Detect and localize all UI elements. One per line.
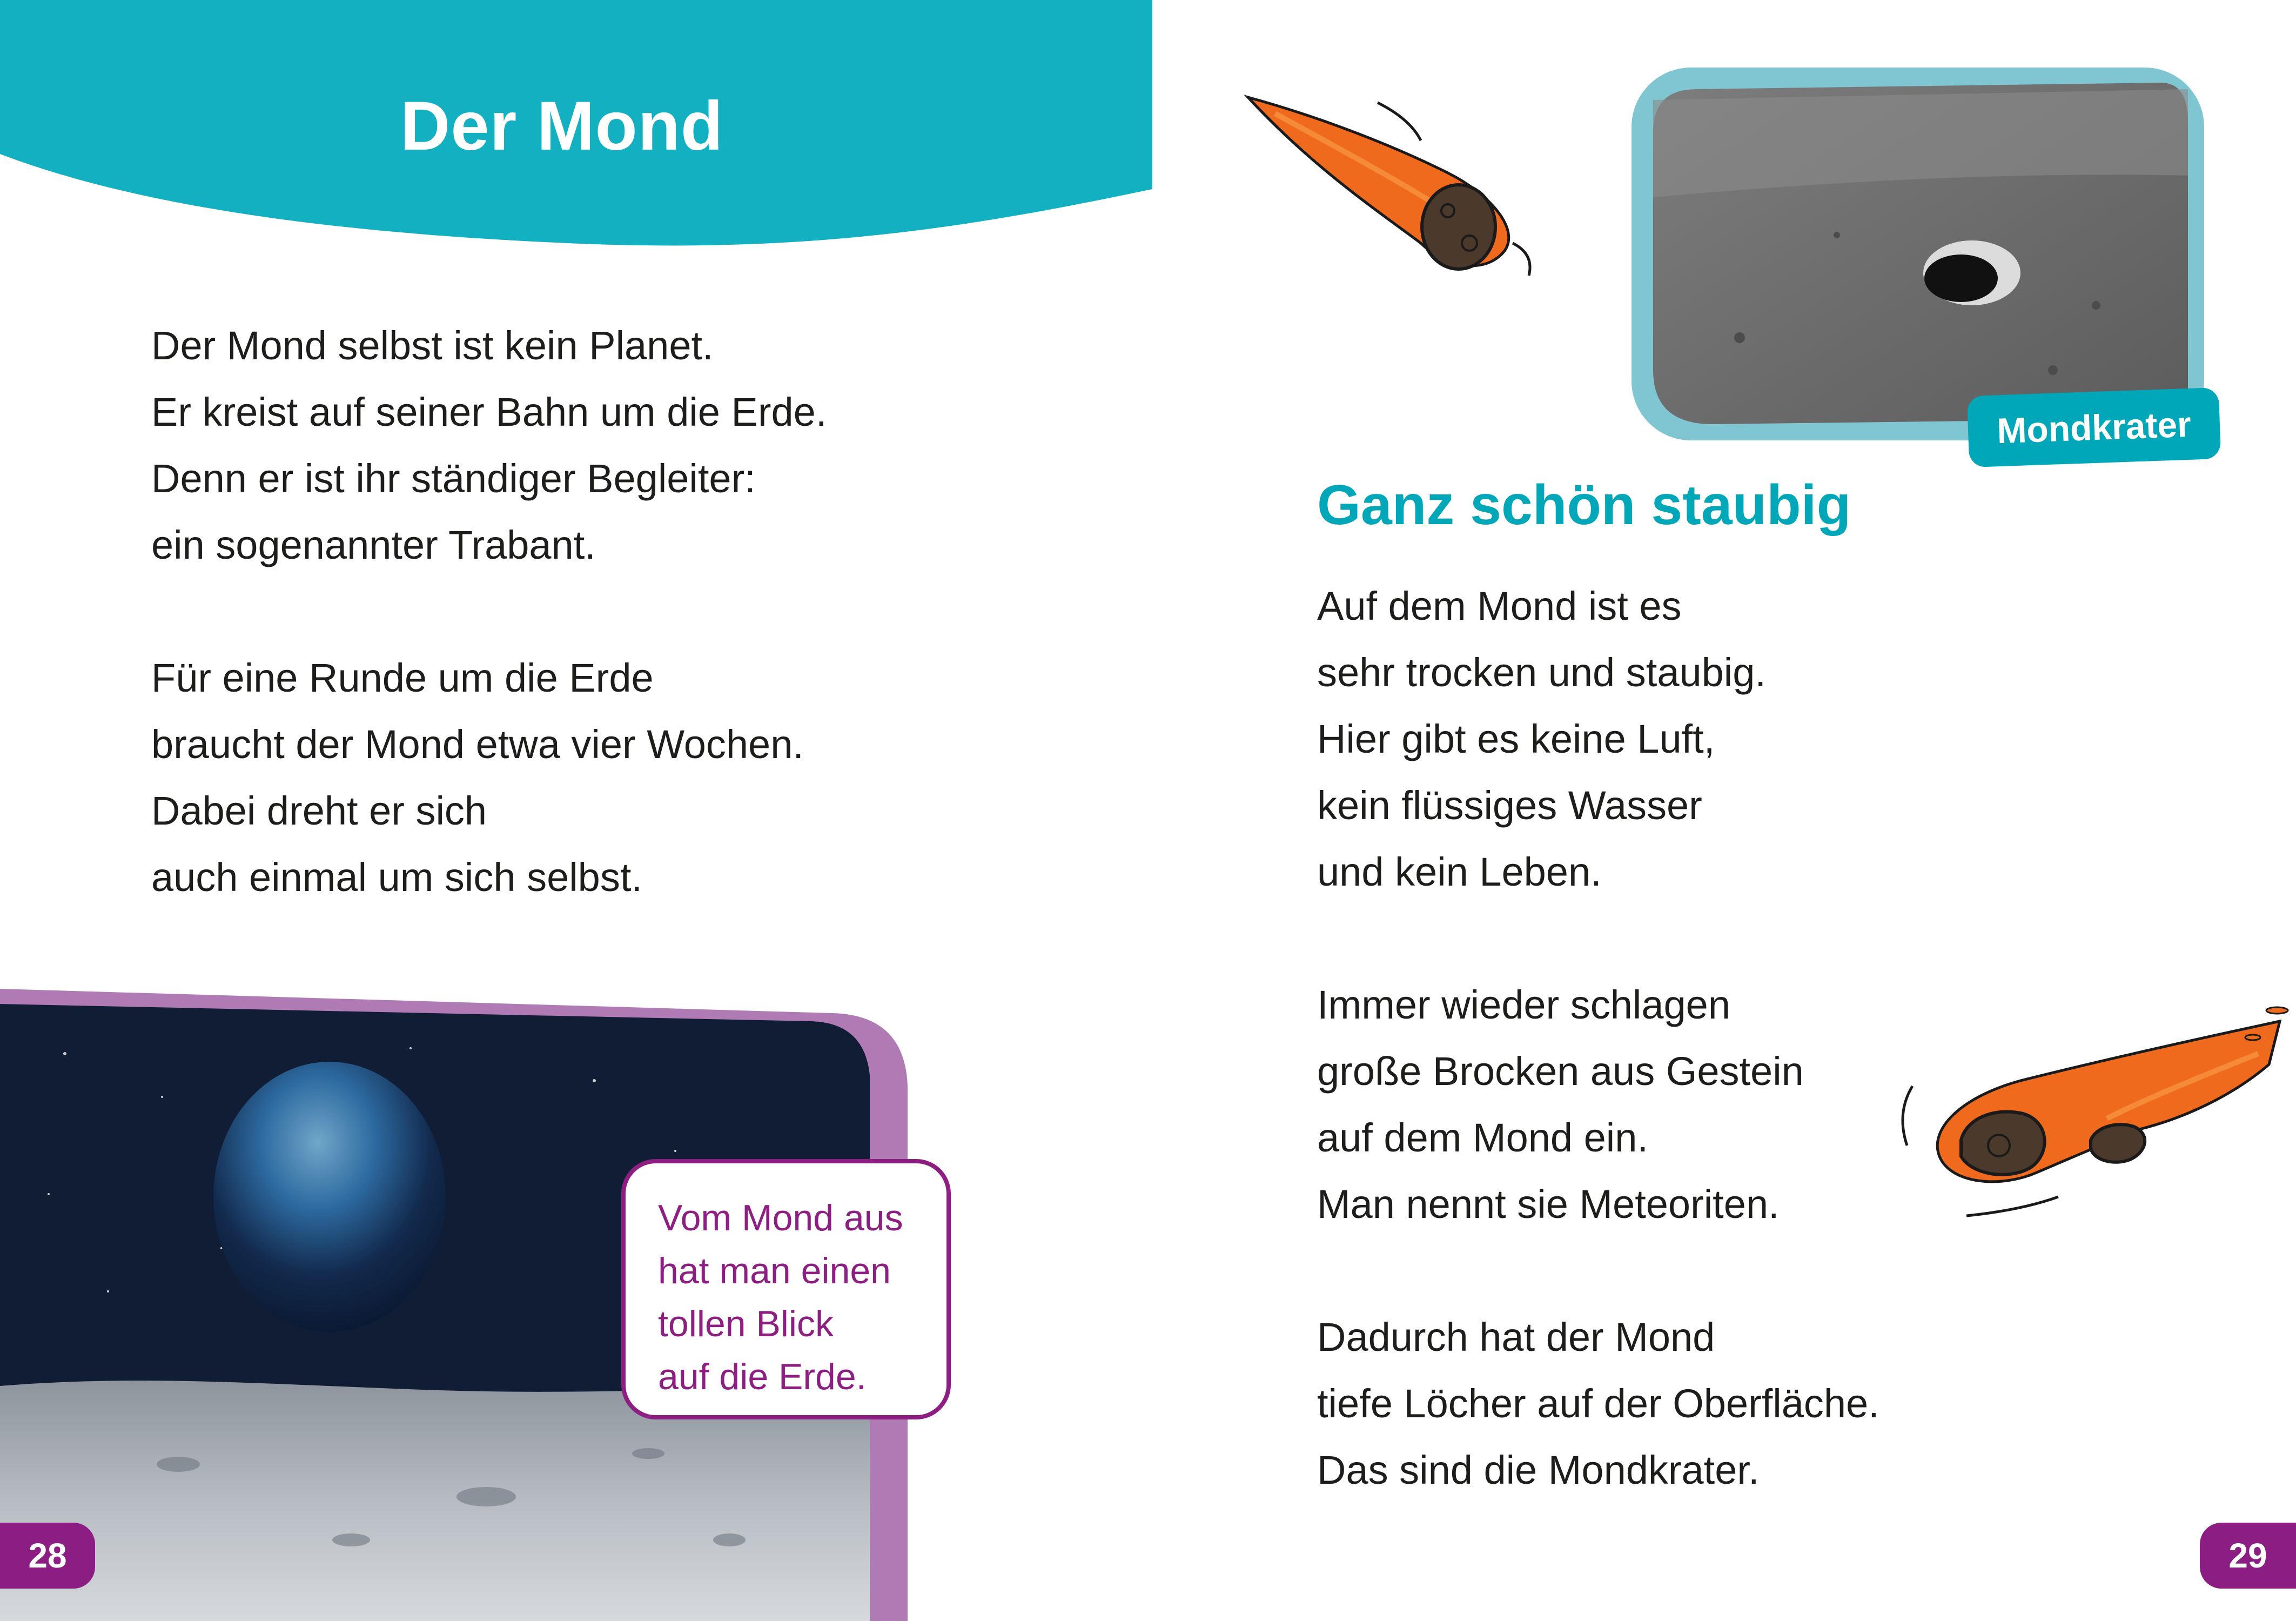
- moon-crater-photo: [1632, 68, 2204, 440]
- bubble-line: hat man einen: [658, 1250, 891, 1291]
- text-line: und kein Leben.: [1317, 849, 1602, 894]
- meteor-icon: [1243, 81, 1556, 286]
- section-heading: Ganz schön staubig: [1317, 474, 1851, 537]
- text-line: Immer wieder schlagen: [1317, 982, 1730, 1027]
- text-line: Dadurch hat der Mond: [1317, 1315, 1715, 1359]
- text-line: Denn er ist ihr ständiger Begleiter:: [151, 456, 756, 501]
- text-line: tiefe Löcher auf der Oberfläche.: [1317, 1381, 1879, 1426]
- left-body-text: [151, 312, 827, 910]
- text-line: Er kreist auf seiner Bahn um die Erde.: [151, 390, 827, 434]
- page-title: Der Mond: [400, 88, 724, 165]
- text-line: auch einmal um sich selbst.: [151, 855, 642, 900]
- text-line: kein flüssiges Wasser: [1317, 783, 1702, 828]
- page-number-left: 28: [0, 1523, 95, 1589]
- text-line: auf dem Mond ein.: [1317, 1115, 1648, 1160]
- text-line: Für eine Runde um die Erde: [151, 655, 654, 700]
- text-line: braucht der Mond etwa vier Wochen.: [151, 722, 804, 767]
- text-line: Der Mond selbst ist kein Planet.: [151, 323, 714, 368]
- right-body-text: [1317, 573, 1879, 1503]
- bubble-line: Vom Mond aus: [658, 1197, 903, 1238]
- text-line: Auf dem Mond ist es: [1317, 584, 1682, 628]
- photo-caption: Mondkrater: [1967, 387, 2221, 467]
- page-number-right: 29: [2200, 1523, 2296, 1589]
- bubble-line: auf die Erde.: [658, 1356, 867, 1397]
- text-line: ein sogenannter Trabant.: [151, 523, 596, 567]
- text-line: Dabei dreht er sich: [151, 788, 487, 833]
- text-line: sehr trocken und staubig.: [1317, 650, 1766, 695]
- speech-bubble: [621, 1159, 951, 1419]
- text-line: Hier gibt es keine Luft,: [1317, 716, 1715, 761]
- text-line: Man nennt sie Meteoriten.: [1317, 1182, 1780, 1227]
- text-line: Das sind die Mondkrater.: [1317, 1448, 1760, 1492]
- double-meteor-icon: [1880, 989, 2296, 1237]
- text-line: große Brocken aus Gestein: [1317, 1049, 1804, 1094]
- bubble-line: tollen Blick: [658, 1303, 834, 1344]
